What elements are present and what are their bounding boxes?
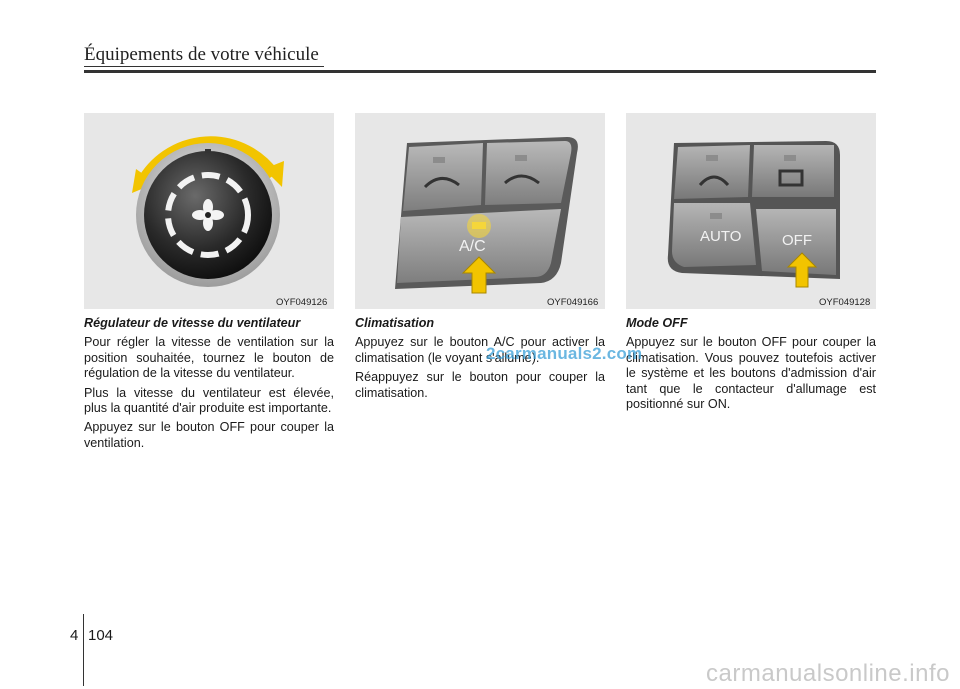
footer-divider bbox=[83, 614, 84, 686]
chapter-number: 4 bbox=[70, 627, 79, 644]
section-heading: Régulateur de vitesse du ventilateur bbox=[84, 316, 301, 330]
off-button-label: OFF bbox=[782, 232, 812, 249]
inline-watermark: 2carmanuals2.com bbox=[486, 344, 643, 363]
header-rule bbox=[84, 70, 876, 73]
column-fan-speed bbox=[84, 316, 334, 457]
ac-indicator-icon bbox=[472, 222, 486, 229]
figure-code: OYF049166 bbox=[547, 297, 599, 308]
column-mode-off bbox=[626, 316, 876, 418]
ac-button-label: A/C bbox=[459, 238, 486, 255]
paragraph: Appuyez sur le bouton OFF pour couper la ventilation. bbox=[84, 420, 334, 450]
paragraph: Appuyez sur le bouton OFF pour couper la climatisation. Vous pouvez toutefois activer le système et les boutons d'admission d'air tant que le contacteur d'allumage est positionné sur ON. bbox=[626, 335, 876, 412]
figure-fan-knob bbox=[84, 113, 334, 309]
figure-auto-off bbox=[626, 113, 876, 309]
header-rule-thin bbox=[84, 66, 324, 67]
paragraph: Réappuyez sur le bouton pour couper la climatisation. bbox=[355, 370, 605, 400]
section-heading: Climatisation bbox=[355, 316, 435, 330]
figure-code: OYF049128 bbox=[819, 297, 871, 308]
paragraph: Plus la vitesse du ventilateur est élevée, plus la quantité d'air produite est importante. bbox=[84, 385, 334, 416]
paragraph: Pour régler la vitesse de ventilation sur la position souhaitée, tournez le bouton de régulation de la vitesse du ventilateur. bbox=[84, 335, 334, 381]
figure-code: OYF049126 bbox=[276, 297, 328, 308]
auto-button-label: AUTO bbox=[700, 228, 742, 245]
section-heading: Mode OFF bbox=[626, 316, 688, 330]
page-header-title: Équipements de votre véhicule bbox=[84, 44, 319, 65]
footer-watermark: carmanualsonline.info bbox=[706, 660, 950, 687]
paragraph: Appuyez sur le bouton A/C pour activer la climatisation (le voyant s'allume). bbox=[355, 335, 605, 365]
page-number: 104 bbox=[88, 627, 114, 644]
figure-ac-button bbox=[355, 113, 605, 309]
